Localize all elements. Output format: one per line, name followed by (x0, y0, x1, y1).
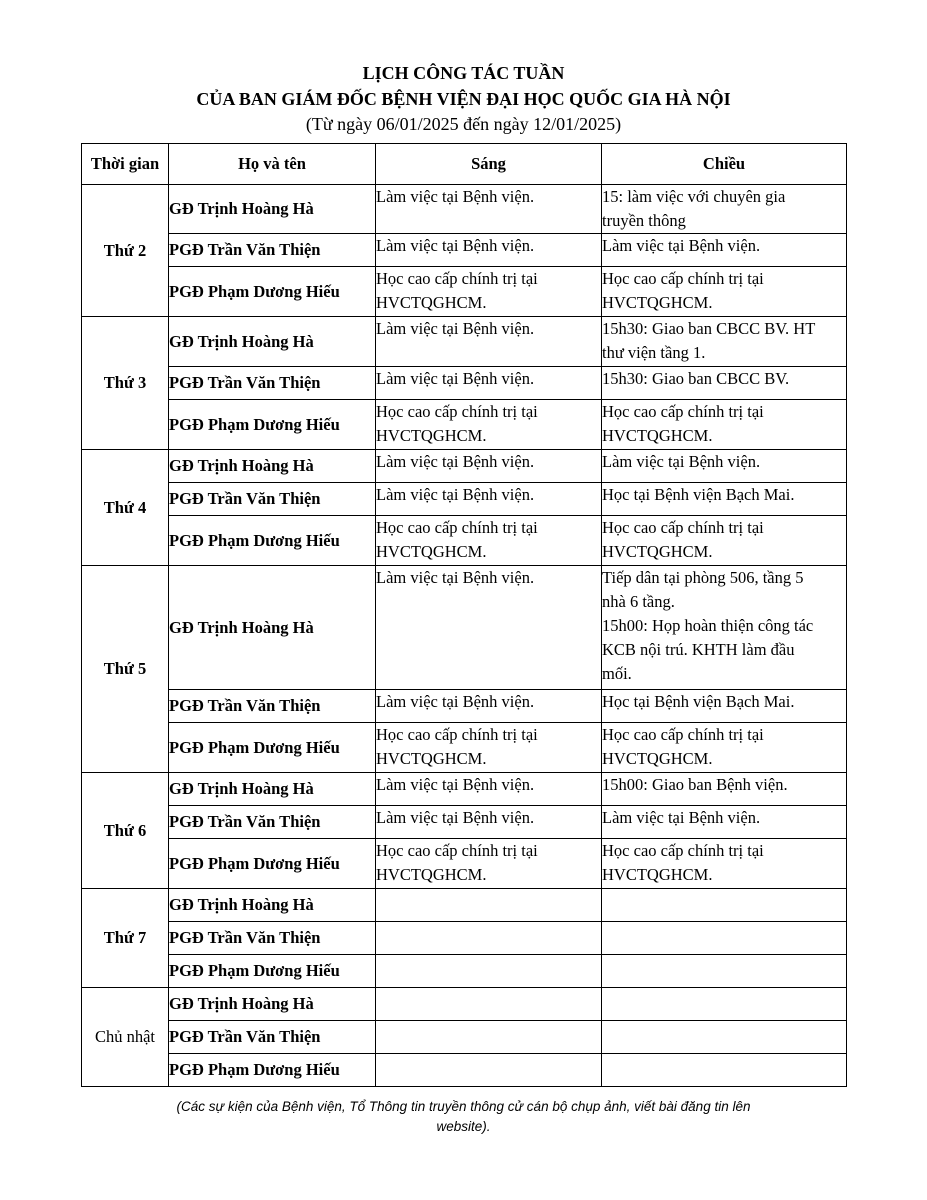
afternoon-line: Học cao cấp chính trị tại (602, 269, 764, 288)
person-name-cell: PGĐ Trần Văn Thiện (169, 922, 376, 955)
afternoon-line: Học tại Bệnh viện Bạch Mai. (602, 485, 795, 504)
table-row (82, 955, 847, 988)
afternoon-line: thư viện tầng 1. (602, 343, 706, 362)
morning-cell: Làm việc tại Bệnh viện. (376, 317, 602, 367)
afternoon-line: 15h30: Giao ban CBCC BV. HT (602, 319, 816, 338)
afternoon-line: Học cao cấp chính trị tại (602, 841, 764, 860)
header-time: Thời gian (82, 144, 169, 185)
morning-cell (376, 955, 602, 988)
table-row (82, 1021, 847, 1054)
afternoon-cell (602, 317, 847, 367)
morning-line: Học cao cấp chính trị tại (376, 518, 538, 537)
date-range-subtitle: (Từ ngày 06/01/2025 đến ngày 12/01/2025) (305, 114, 622, 134)
afternoon-cell (602, 267, 847, 317)
afternoon-cell (602, 889, 847, 922)
afternoon-line: Học tại Bệnh viện Bạch Mai. (602, 692, 795, 711)
header-afternoon: Chiều (602, 144, 847, 185)
table-row (82, 922, 847, 955)
page-title: LỊCH CÔNG TÁC TUẦN (362, 63, 565, 83)
afternoon-cell (602, 988, 847, 1021)
afternoon-line: Làm việc tại Bệnh viện. (602, 808, 761, 827)
person-name-cell: PGĐ Phạm Dương Hiếu (169, 516, 376, 566)
afternoon-line: Làm việc tại Bệnh viện. (602, 452, 761, 471)
afternoon-line: mối. (602, 664, 632, 683)
person-name-cell: GĐ Trịnh Hoàng Hà (169, 889, 376, 922)
afternoon-cell (602, 922, 847, 955)
afternoon-cell (602, 1054, 847, 1087)
afternoon-cell (602, 566, 847, 690)
afternoon-cell (602, 234, 847, 267)
morning-line: HVCTQGHCM. (376, 293, 487, 312)
table-row (82, 1054, 847, 1087)
day-cell: Chủ nhật (82, 988, 169, 1087)
header-name: Họ và tên (169, 144, 376, 185)
person-name-cell: PGĐ Trần Văn Thiện (169, 234, 376, 267)
schedule-table (81, 143, 847, 1087)
person-name-cell: GĐ Trịnh Hoàng Hà (169, 185, 376, 234)
morning-cell (376, 516, 602, 566)
morning-line: Học cao cấp chính trị tại (376, 725, 538, 744)
table-row (82, 690, 847, 723)
afternoon-cell (602, 1021, 847, 1054)
morning-cell: Làm việc tại Bệnh viện. (376, 450, 602, 483)
morning-cell (376, 922, 602, 955)
afternoon-line: 15: làm việc với chuyên gia (602, 187, 786, 206)
person-name-cell: PGĐ Phạm Dương Hiếu (169, 267, 376, 317)
afternoon-line: truyền thông (602, 211, 686, 230)
afternoon-cell (602, 185, 847, 234)
person-name-cell: GĐ Trịnh Hoàng Hà (169, 773, 376, 806)
morning-cell (376, 839, 602, 889)
afternoon-cell (602, 773, 847, 806)
footer-note-line: website). (436, 1119, 491, 1134)
afternoon-line: HVCTQGHCM. (602, 426, 713, 445)
day-cell: Thứ 3 (82, 317, 169, 450)
morning-line: HVCTQGHCM. (376, 865, 487, 884)
person-name-cell: PGĐ Phạm Dương Hiếu (169, 839, 376, 889)
person-name-cell: GĐ Trịnh Hoàng Hà (169, 566, 376, 690)
person-name-cell: PGĐ Phạm Dương Hiếu (169, 1054, 376, 1087)
table-row (82, 566, 847, 690)
morning-cell (376, 723, 602, 773)
afternoon-cell (602, 806, 847, 839)
table-row (82, 450, 847, 483)
afternoon-cell (602, 723, 847, 773)
afternoon-line: Học cao cấp chính trị tại (602, 402, 764, 421)
day-cell: Thứ 4 (82, 450, 169, 566)
afternoon-line: 15h30: Giao ban CBCC BV. (602, 369, 790, 388)
day-cell: Thứ 2 (82, 185, 169, 317)
morning-cell: Làm việc tại Bệnh viện. (376, 483, 602, 516)
afternoon-cell (602, 516, 847, 566)
morning-cell: Làm việc tại Bệnh viện. (376, 185, 602, 234)
afternoon-line: Làm việc tại Bệnh viện. (602, 236, 761, 255)
person-name-cell: PGĐ Trần Văn Thiện (169, 806, 376, 839)
page-title-organization: CỦA BAN GIÁM ĐỐC BỆNH VIỆN ĐẠI HỌC QUỐC GIA HÀ NỘI (196, 89, 731, 109)
day-cell: Thứ 5 (82, 566, 169, 773)
afternoon-line: HVCTQGHCM. (602, 865, 713, 884)
afternoon-cell (602, 367, 847, 400)
afternoon-line: HVCTQGHCM. (602, 293, 713, 312)
afternoon-line: Học cao cấp chính trị tại (602, 725, 764, 744)
person-name-cell: GĐ Trịnh Hoàng Hà (169, 450, 376, 483)
table-row (82, 723, 847, 773)
person-name-cell: GĐ Trịnh Hoàng Hà (169, 317, 376, 367)
person-name-cell: PGĐ Trần Văn Thiện (169, 483, 376, 516)
morning-line: HVCTQGHCM. (376, 542, 487, 561)
table-row (82, 988, 847, 1021)
morning-cell (376, 267, 602, 317)
morning-line: Học cao cấp chính trị tại (376, 402, 538, 421)
table-row (82, 234, 847, 267)
afternoon-cell (602, 839, 847, 889)
day-cell: Thứ 6 (82, 773, 169, 889)
afternoon-line: HVCTQGHCM. (602, 542, 713, 561)
morning-cell: Làm việc tại Bệnh viện. (376, 367, 602, 400)
person-name-cell: GĐ Trịnh Hoàng Hà (169, 988, 376, 1021)
table-row (82, 889, 847, 922)
table-row (82, 267, 847, 317)
afternoon-line: 15h00: Họp hoàn thiện công tác (602, 616, 814, 635)
header-morning: Sáng (376, 144, 602, 185)
footer-note (0, 1097, 927, 1137)
morning-cell (376, 988, 602, 1021)
person-name-cell: PGĐ Trần Văn Thiện (169, 367, 376, 400)
schedule-body (82, 185, 847, 1087)
morning-cell (376, 400, 602, 450)
table-header-row (82, 144, 847, 185)
table-row (82, 516, 847, 566)
morning-cell: Làm việc tại Bệnh viện. (376, 773, 602, 806)
table-row (82, 839, 847, 889)
morning-cell (376, 1021, 602, 1054)
afternoon-line: 15h00: Giao ban Bệnh viện. (602, 775, 788, 794)
afternoon-cell (602, 400, 847, 450)
afternoon-cell (602, 690, 847, 723)
afternoon-line: nhà 6 tầng. (602, 592, 675, 611)
morning-cell (376, 1054, 602, 1087)
footer-note-line: (Các sự kiện của Bệnh viện, Tổ Thông tin truyền thông cử cán bộ chụp ảnh, viết bài đăng tin lên (176, 1099, 751, 1114)
morning-cell: Làm việc tại Bệnh viện. (376, 566, 602, 690)
morning-line: HVCTQGHCM. (376, 749, 487, 768)
table-row (82, 483, 847, 516)
morning-line: Học cao cấp chính trị tại (376, 841, 538, 860)
table-row (82, 773, 847, 806)
table-row (82, 185, 847, 234)
afternoon-line: KCB nội trú. KHTH làm đầu (602, 640, 795, 659)
person-name-cell: PGĐ Trần Văn Thiện (169, 1021, 376, 1054)
table-row (82, 806, 847, 839)
morning-line: HVCTQGHCM. (376, 426, 487, 445)
afternoon-line: HVCTQGHCM. (602, 749, 713, 768)
table-row (82, 367, 847, 400)
table-row (82, 400, 847, 450)
day-cell: Thứ 7 (82, 889, 169, 988)
morning-cell: Làm việc tại Bệnh viện. (376, 234, 602, 267)
afternoon-line: Học cao cấp chính trị tại (602, 518, 764, 537)
person-name-cell: PGĐ Phạm Dương Hiếu (169, 955, 376, 988)
person-name-cell: PGĐ Phạm Dương Hiếu (169, 723, 376, 773)
morning-cell: Làm việc tại Bệnh viện. (376, 806, 602, 839)
table-row (82, 317, 847, 367)
person-name-cell: PGĐ Trần Văn Thiện (169, 690, 376, 723)
morning-cell (376, 889, 602, 922)
afternoon-cell (602, 483, 847, 516)
document-header (0, 60, 927, 136)
morning-line: Học cao cấp chính trị tại (376, 269, 538, 288)
afternoon-cell (602, 450, 847, 483)
morning-cell: Làm việc tại Bệnh viện. (376, 690, 602, 723)
person-name-cell: PGĐ Phạm Dương Hiếu (169, 400, 376, 450)
afternoon-cell (602, 955, 847, 988)
afternoon-line: Tiếp dân tại phòng 506, tầng 5 (602, 568, 804, 587)
